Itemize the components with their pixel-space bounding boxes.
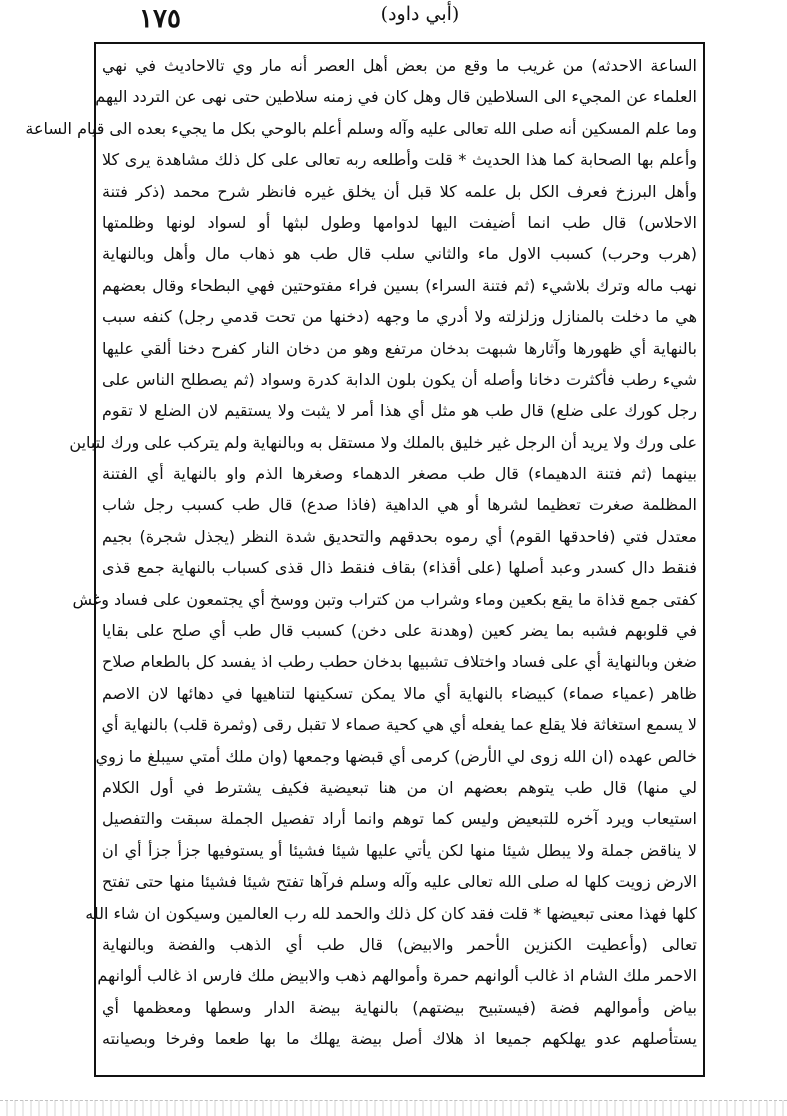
text-line: المظلمة صغرت تعظيما لشرها أو هي الداهية (فاذا صدع) قال طب كسبب رجل شاب: [102, 495, 697, 515]
text-line: وأعلم بها الصحابة كما هذا الحديث * قلت وأطلعه ربه تعالى على كل ذلك مشاهدة يرى كلا: [102, 150, 697, 170]
text-line: في قلوبهم فشبه بما يضر كعين (وهدنة على دخن) كسبب قال طب أي صلح على بقايا: [102, 621, 697, 641]
text-block: [25, 50, 697, 1069]
text-line: على ورك ولا يريد أن الرجل غير خليق بالملك ولا مستقل به وبالنهاية ولم يتركب على ورك لتباين: [69, 432, 697, 452]
running-head: (أبي داود): [380, 3, 460, 25]
text-line: نهب ماله وترك بلاشيء (ثم فتنة السراء) بسين فراء مفتوحتين فهي البطحاء وقال بعضهم: [102, 275, 697, 295]
text-line: (هرب وحرب) كسبب الاول ماء والثاني سلب قال طب هو ذهاب مال وأهل وبالنهاية: [102, 244, 697, 264]
text-line: يستأصلهم عدو يهلكهم جميعا اذ هلاك أصل بيضة يهلك ما بها طعما وفرخا وبصيانته: [102, 1029, 697, 1049]
page-number: ١٧٥: [139, 4, 181, 34]
text-line: خالص عهده (ان الله زوى لي الأرض) كرمى أي قبضها وجمعها (وان ملك أمتي سيبلغ ما زوي: [95, 746, 697, 766]
text-line: معتدل فتي (فاحدقها القوم) أي رموه بحدقهم والتحديق شدة النظر (يجذل شجرة) بجيم: [102, 526, 697, 546]
text-line: هي ما دخلت بالمنازل وزلزلته ولا أدري ما وجهه (دخنها من تحت قدمي رجل) كنفه سبب: [102, 307, 697, 327]
text-line: لا يسمع استغاثة فلا يقلع عما يفعله أي هي كحية صماء لا تقبل رقى (وثمرة قلب) بالنهاية أي: [101, 715, 697, 735]
text-line: بينهما (ثم فتنة الدهيماء) قال طب مصغر الدهماء وصغرها الذم واو بالنهاية أي الفتنة: [102, 464, 697, 484]
text-line: ضغن وبالنهاية أي على فساد واختلاف تشبيها بدخان حطب رطب اذ يفسد كل بالطعام صلاح: [102, 652, 697, 672]
scan-edge: [0, 1100, 787, 1116]
text-line: بالنهاية أي ظهورها وآثارها شبهت بدخان مرتفع وهو من دخان النار كفرح دخنا ألقي عليها: [102, 338, 697, 358]
text-frame: [25, 42, 705, 1077]
text-line: استيعاب ويرد آخره للتبعيض وليس كما توهم وانما أراد تفصيل الجملة سبقت والتفصيل: [102, 809, 697, 829]
text-line: لا يناقض جملة ولا يبطل شيئا منها لكن يأتي عليها شيئا فشيئا أو يستوفيها جزأ جزأ أي ان: [102, 840, 697, 860]
text-line: لي منها) قال طب يتوهم بعضهم ان من هنا تبعيضية فكيف يشترط في أول الكلام: [102, 777, 697, 797]
text-line: تعالى (وأعطيت الكنزين الأحمر والابيض) قال طب أي الذهب والفضة وبالنهاية: [102, 934, 697, 954]
text-line: الارض زويت كلها له صلى الله تعالى عليه وآله وسلم فرآها تفتح شيئا فشيئا منها حتى تفتح: [102, 872, 697, 892]
text-line: رجل كورك على ضلع) قال طب هو مثل أي هذا أمر لا يثبت ولا يستقيم لان الضلع لا تقوم: [102, 401, 697, 421]
page-header: [0, 0, 787, 40]
text-line: ظاهر (عمياء صماء) كبيضاء بالنهاية أي مالا يمكن تسكينها لتناهيها في دهائها لان الاصم: [102, 683, 697, 703]
text-line: الاحمر ملك الشام اذ غالب ألوانهم حمرة وأموالهم ذهب والابيض ملك فارس اذ غالب ألوانهم: [97, 966, 697, 986]
text-line: فنقط دال كسدر وعبد أصلها (على أقذاء) بقاف فنقط ذال قذى كسباب بالنهاية جمع قذى: [102, 558, 697, 578]
text-line: وأهل البرزخ فعرف الكل بل علمه كلا قبل أن يخلق غيره فانظر شرح محمد (ذكر فتنة: [102, 181, 697, 201]
text-line: الساعة الاحدثه) من غريب ما وقع من بعض أهل العصر أنه مار وي تالاحاديث في نهي: [102, 56, 697, 75]
text-line: بياض وأموالهم فضة (فيستبيح بيضتهم) بالنهاية بيضة الدار وسطها ومعظمها أي: [102, 997, 697, 1017]
text-line: شيء رطب فأكثرت دخانا وأصله أن يكون بلون الدابة كدرة وسواد (ثم يصطلح الناس على: [102, 369, 697, 389]
text-line: كلها فهذا معنى تبعيضها * قلت فقد كان كل ذلك والحمد لله رب العالمين وسيكون ان شاء الله: [85, 903, 697, 923]
text-line: وما علم المسكين أنه صلى الله تعالى عليه وآله وسلم أعلم بالوحي بكل ما يجيء بعده الى قيام الساعة: [25, 118, 697, 138]
text-line: كفتى جمع قذاة ما يقع بكعين وماء وشراب من كتراب وتبن ووسخ أي يجتمعون على فساد وغش: [72, 589, 697, 609]
text-line: الاحلاس) قال طب انما أضيفت اليها لدوامها وطول لبثها أو لسواد لونها وظلمتها: [102, 212, 697, 232]
text-line: العلماء عن المجيء الى السلاطين قال وهل كان في زمنه سلاطين حتى نهى عن التردد اليهم: [95, 87, 697, 107]
